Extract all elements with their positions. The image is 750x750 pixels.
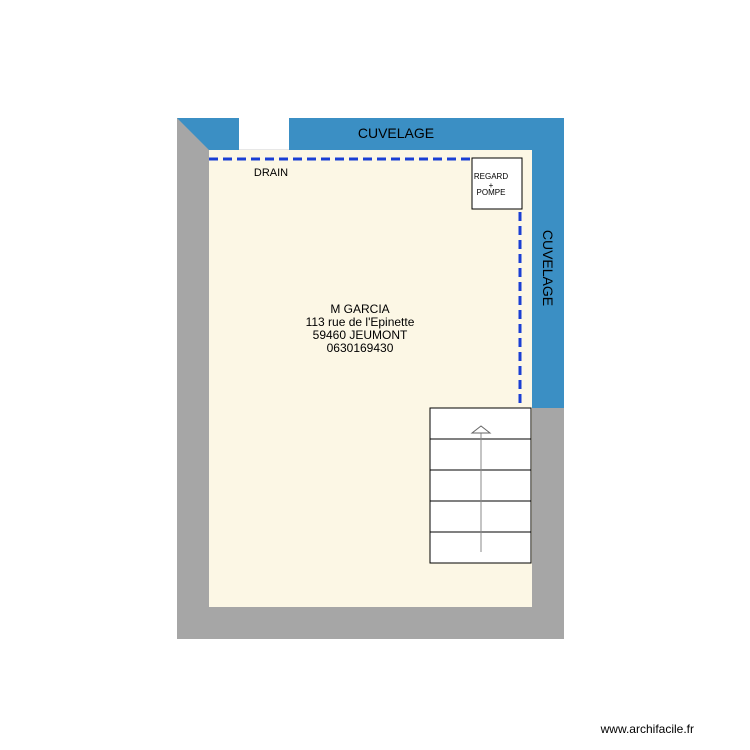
client-phone: 0630169430 xyxy=(326,341,394,355)
regard-plus-label: + xyxy=(488,181,494,190)
client-city: 59460 JEUMONT xyxy=(312,328,408,342)
cuvelage-top-label: CUVELAGE xyxy=(357,125,435,141)
cuvelage-right-label: CUVELAGE xyxy=(540,229,556,307)
regard-pompe-box xyxy=(472,158,522,209)
pompe-label: POMPE xyxy=(476,188,506,197)
drain-label: DRAIN xyxy=(253,167,289,179)
client-address: 113 rue de l'Epinette xyxy=(305,315,415,329)
regard-label: REGARD xyxy=(473,172,509,181)
client-name: M GARCIA xyxy=(330,302,390,316)
archifacile-watermark: www.archifacile.fr xyxy=(600,722,694,736)
window-opening xyxy=(239,118,289,150)
